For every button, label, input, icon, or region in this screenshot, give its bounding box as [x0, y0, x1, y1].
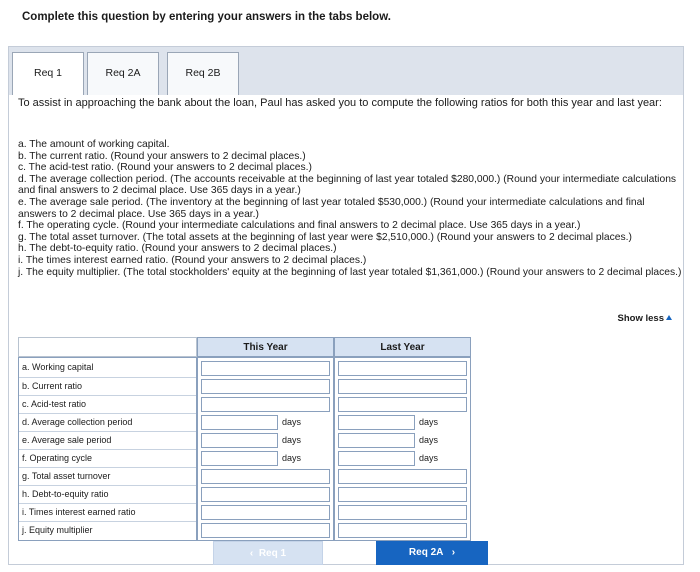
- times-interest-last-year-input[interactable]: [338, 505, 467, 520]
- row-label: g. Total asset turnover: [19, 467, 196, 485]
- debt-to-equity-last-year-input[interactable]: [338, 487, 467, 502]
- list-item: h. The debt-to-equity ratio. (Round your answers to 2 decimal places.): [18, 243, 337, 255]
- row-label: b. Current ratio: [19, 377, 196, 395]
- list-item: i. The times interest earned ratio. (Round your answers to 2 decimal places.): [18, 254, 367, 266]
- acid-test-this-year-input[interactable]: [201, 397, 330, 412]
- operating-cycle-last-year-input[interactable]: [338, 451, 415, 466]
- working-capital-last-year-input[interactable]: [338, 361, 467, 376]
- list-item: f. The operating cycle. (Round your intermediate calculations and final answers to 2 decimal place. Use 365 days in a year.): [18, 220, 581, 232]
- list-item: d. The average collection period. (The accounts receivable at the beginning of last year totaled $280,000.) (Round your intermediate calculations and final answers to 2 decimal place. Use 365 days in a year.): [18, 173, 677, 197]
- asset-turnover-this-year-input[interactable]: [201, 469, 330, 484]
- show-less-link[interactable]: [618, 313, 672, 324]
- tab-req-2b[interactable]: Req 2B: [167, 52, 239, 96]
- days-unit-label: days: [419, 417, 439, 427]
- asset-turnover-last-year-input[interactable]: [338, 469, 467, 484]
- last-year-column: [334, 357, 471, 541]
- list-item: c. The acid-test ratio. (Round your answers to 2 decimal places.): [18, 162, 312, 174]
- days-unit-label: days: [282, 453, 302, 463]
- column-header-last-year: Last Year: [334, 337, 471, 357]
- times-interest-this-year-input[interactable]: [201, 505, 330, 520]
- next-req-label: Req 2A: [408, 547, 444, 558]
- acid-test-last-year-input[interactable]: [338, 397, 467, 412]
- triangle-up-icon: [666, 315, 672, 320]
- prev-req-button[interactable]: [213, 541, 323, 565]
- table-header-blank: [18, 337, 197, 357]
- tab-bar: [8, 46, 684, 96]
- current-ratio-last-year-input[interactable]: [338, 379, 467, 394]
- collection-period-last-year-input[interactable]: [338, 415, 415, 430]
- instruction-text: Complete this question by entering your answers in the tabs below.: [22, 11, 391, 23]
- chevron-left-icon: ‹: [249, 548, 254, 559]
- requirements-list: [18, 139, 683, 278]
- row-label: c. Acid-test ratio: [19, 395, 196, 413]
- list-item: j. The equity multiplier. (The total stockholders' equity at the beginning of last year totaled $1,361,000.) (Round your answers to 2 decimal places.): [18, 266, 682, 278]
- row-label: d. Average collection period: [19, 413, 196, 431]
- chevron-right-icon: ›: [451, 547, 456, 558]
- list-item: e. The average sale period. (The inventory at the beginning of last year totaled $530,000.) (Round your intermediate calculations and final answers to 2 decimal place. Use 365 days in a year.): [18, 196, 645, 220]
- this-year-column: [197, 357, 334, 541]
- equity-multiplier-last-year-input[interactable]: [338, 523, 467, 538]
- operating-cycle-this-year-input[interactable]: [201, 451, 278, 466]
- days-unit-label: days: [282, 417, 302, 427]
- row-label: j. Equity multiplier: [19, 521, 196, 539]
- row-label-column: [18, 357, 197, 541]
- column-header-this-year: This Year: [197, 337, 334, 357]
- list-item: b. The current ratio. (Round your answers to 2 decimal places.): [18, 150, 306, 162]
- days-unit-label: days: [419, 435, 439, 445]
- debt-to-equity-this-year-input[interactable]: [201, 487, 330, 502]
- show-less-label: Show less: [617, 313, 664, 324]
- equity-multiplier-this-year-input[interactable]: [201, 523, 330, 538]
- sale-period-this-year-input[interactable]: [201, 433, 278, 448]
- days-unit-label: days: [419, 453, 439, 463]
- intro-text: To assist in approaching the bank about the loan, Paul has asked you to compute the following ratios for both this year and last year:: [18, 97, 662, 109]
- row-label: e. Average sale period: [19, 431, 196, 449]
- list-item: a. The amount of working capital.: [18, 139, 170, 150]
- current-ratio-this-year-input[interactable]: [201, 379, 330, 394]
- row-label: h. Debt-to-equity ratio: [19, 485, 196, 503]
- tab-req-2a[interactable]: Req 2A: [87, 52, 159, 96]
- next-req-button[interactable]: [376, 541, 488, 565]
- days-unit-label: days: [282, 435, 302, 445]
- row-label: i. Times interest earned ratio: [19, 503, 196, 521]
- collection-period-this-year-input[interactable]: [201, 415, 278, 430]
- sale-period-last-year-input[interactable]: [338, 433, 415, 448]
- working-capital-this-year-input[interactable]: [201, 361, 330, 376]
- prev-req-label: Req 1: [258, 548, 287, 559]
- list-item: g. The total asset turnover. (The total assets at the beginning of last year were $2,510,000.) (Round your answers to 2 decimal places.): [18, 231, 632, 243]
- tab-req-1[interactable]: Req 1: [12, 52, 84, 96]
- row-label: f. Operating cycle: [19, 449, 196, 467]
- row-label: a. Working capital: [22, 362, 94, 372]
